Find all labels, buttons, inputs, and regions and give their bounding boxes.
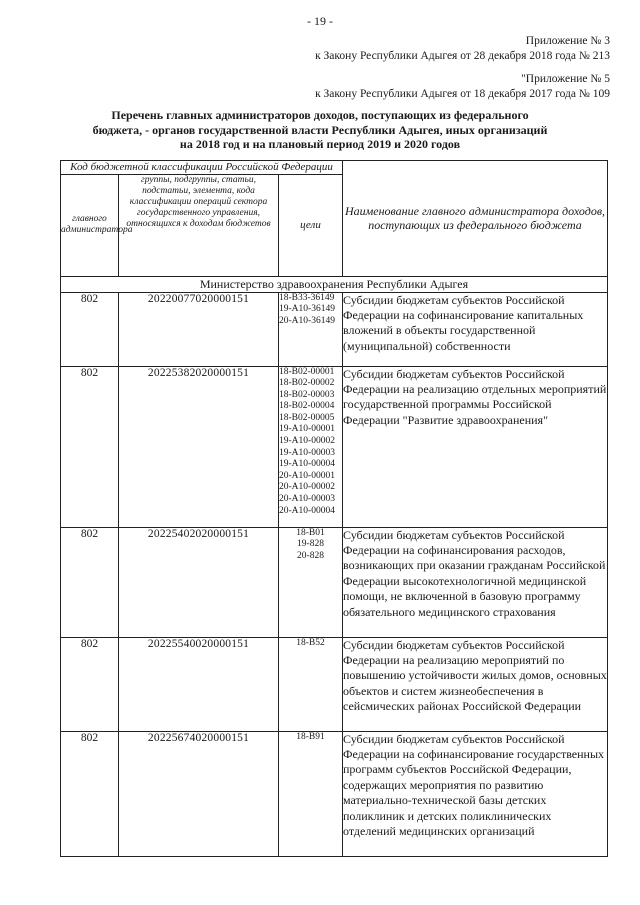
administrators-table bbox=[60, 160, 608, 857]
table-row bbox=[61, 292, 608, 366]
appendix-amended-line2: к Закону Республики Адыгея от 18 декабря 2017 года № 109 bbox=[315, 88, 610, 100]
title-line3: на 2018 год и на плановый период 2019 и 2020 годов bbox=[179, 137, 461, 151]
goal-code: 18-В02-00005 bbox=[279, 412, 335, 423]
cell-code: 20225382020000151 bbox=[119, 366, 279, 527]
goal-code: 18-В91 bbox=[296, 731, 325, 742]
title-line2: бюджета, - органов государственной власти Республики Адыгея, иных организаций bbox=[92, 122, 548, 137]
table-row bbox=[61, 731, 608, 856]
header-code-group: Код бюджетной классификации Российской Федерации bbox=[61, 161, 343, 175]
goal-code: 18-В01 bbox=[296, 527, 325, 538]
goal-code: 19-А10-36149 bbox=[279, 304, 335, 315]
goal-code: 18-В33-36149 bbox=[279, 292, 335, 303]
document-title bbox=[60, 108, 580, 152]
cell-name: Субсидии бюджетам субъектов Российской Федерации на реализацию мероприятий по повышению устойчивости жилых домов, основных объектов и систем жизнеобеспечения в сейсмических районах Российской Федерации bbox=[343, 637, 608, 731]
goal-code: 18-В02-00001 bbox=[279, 366, 335, 377]
table-header-row-1 bbox=[61, 161, 608, 175]
table-row bbox=[61, 637, 608, 731]
goal-code: 19-А10-00002 bbox=[279, 436, 335, 447]
cell-goals bbox=[279, 731, 343, 856]
cell-name: Субсидии бюджетам субъектов Российской Федерации на софинансирования расходов, возникающих при оказании гражданам Российской Федерации высокотехнологичной медицинской помощи, не включенной в базовую программу обязательного медицинского страхования bbox=[343, 527, 608, 637]
cell-name: Субсидии бюджетам субъектов Российской Федерации на софинансирование капитальных вложений в объекты государственной (муниципальной) собственности bbox=[343, 292, 608, 366]
goal-code: 20-А10-36149 bbox=[279, 315, 335, 326]
cell-admin: 802 bbox=[61, 527, 119, 637]
cell-admin: 802 bbox=[61, 637, 119, 731]
goal-code: 19-828 bbox=[297, 539, 324, 550]
goal-code: 20-А10-00003 bbox=[279, 494, 335, 505]
appendix-current-header bbox=[315, 34, 610, 64]
goal-code: 19-А10-00003 bbox=[279, 447, 335, 458]
header-admin: главного администратора bbox=[61, 174, 119, 276]
table-row bbox=[61, 527, 608, 637]
cell-admin: 802 bbox=[61, 731, 119, 856]
goal-code: 19-А10-00001 bbox=[279, 424, 335, 435]
section-ministry-health: Министерство здравоохранения Республики Адыгея bbox=[61, 276, 608, 292]
goal-code: 18-В02-00003 bbox=[279, 389, 335, 400]
section-row bbox=[61, 276, 608, 292]
cell-goals bbox=[279, 366, 343, 527]
goal-code: 18-В02-00004 bbox=[279, 401, 335, 412]
appendix-current-line1: Приложение № 3 bbox=[525, 35, 610, 47]
header-goals: цели bbox=[279, 174, 343, 276]
goal-code: 18-В52 bbox=[296, 637, 325, 648]
cell-goals bbox=[279, 292, 343, 366]
cell-code: 20225402020000151 bbox=[119, 527, 279, 637]
goal-code: 19-А10-00004 bbox=[279, 459, 335, 470]
header-name: Наименование главного администратора доходов, поступающих из федерального бюджета bbox=[343, 161, 608, 277]
goal-code: 20-828 bbox=[297, 550, 324, 561]
goal-code: 20-А10-00004 bbox=[279, 505, 335, 516]
cell-admin: 802 bbox=[61, 366, 119, 527]
cell-admin: 802 bbox=[61, 292, 119, 366]
goal-code: 20-А10-00001 bbox=[279, 470, 335, 481]
title-line1: Перечень главных администраторов доходов, поступающих из федерального bbox=[111, 108, 529, 122]
goal-code: 20-А10-00002 bbox=[279, 482, 335, 493]
cell-code: 20225540020000151 bbox=[119, 637, 279, 731]
appendix-amended-line1: "Приложение № 5 bbox=[521, 73, 610, 85]
page-number: - 19 - bbox=[307, 14, 333, 28]
header-groups: группы, подгруппы, статьи, подстатьи, элемента, кода классификации операций сектора государственного управления, относящихся к доходам бюджетов bbox=[119, 174, 279, 276]
cell-name: Субсидии бюджетам субъектов Российской Федерации на реализацию отдельных мероприятий государственной программы Российской Федерации "Развитие здравоохранения" bbox=[343, 366, 608, 527]
cell-goals bbox=[279, 527, 343, 637]
goal-code: 18-В02-00002 bbox=[279, 378, 335, 389]
cell-code: 20225674020000151 bbox=[119, 731, 279, 856]
appendix-current-line2: к Закону Республики Адыгея от 28 декабря 2018 года № 213 bbox=[315, 50, 610, 62]
cell-goals bbox=[279, 637, 343, 731]
cell-code: 20220077020000151 bbox=[119, 292, 279, 366]
cell-name: Субсидии бюджетам субъектов Российской Федерации на софинансирование государственных программ субъектов Российской Федерации, содержащих мероприятия по развитию материально-технической базы детских поликлиник и детских поликлинических отделений медицинских организаций bbox=[343, 731, 608, 856]
table-row bbox=[61, 366, 608, 527]
appendix-amended-header bbox=[315, 72, 610, 102]
